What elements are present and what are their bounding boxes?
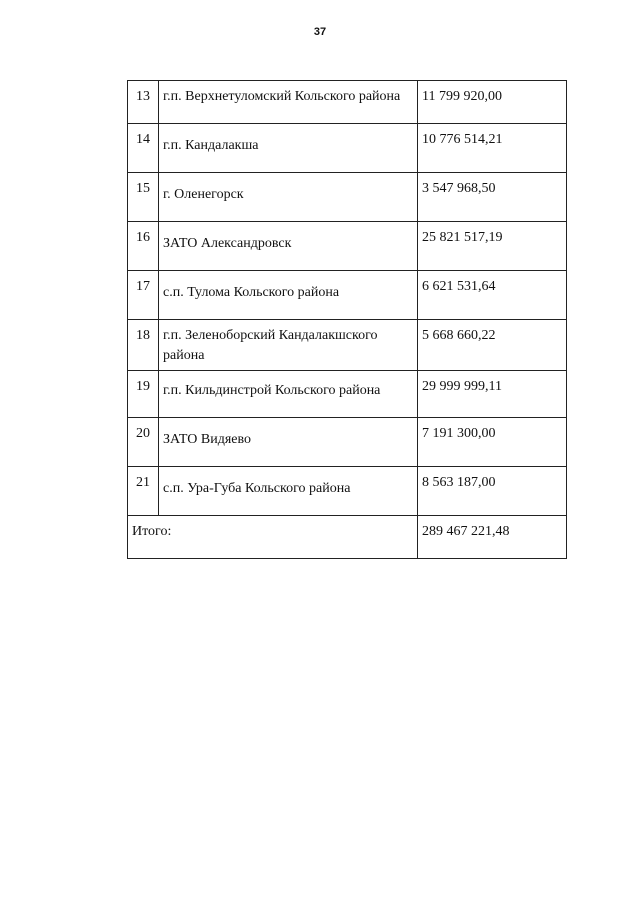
row-number: 14 — [128, 124, 159, 173]
amount-value: 8 563 187,00 — [418, 467, 567, 516]
row-number: 17 — [128, 271, 159, 320]
total-row — [128, 516, 567, 559]
row-number: 15 — [128, 173, 159, 222]
amount-value: 29 999 999,11 — [418, 371, 567, 418]
table-row — [128, 81, 567, 124]
row-number: 20 — [128, 418, 159, 467]
municipality-name: ЗАТО Видяево — [159, 418, 418, 467]
row-number: 16 — [128, 222, 159, 271]
row-number: 21 — [128, 467, 159, 516]
total-label: Итого: — [128, 516, 418, 559]
municipality-name: с.п. Ура-Губа Кольского района — [159, 467, 418, 516]
table-row — [128, 467, 567, 516]
amount-value: 10 776 514,21 — [418, 124, 567, 173]
total-amount: 289 467 221,48 — [418, 516, 567, 559]
row-number: 13 — [128, 81, 159, 124]
municipality-name: г.п. Верхнетуломский Кольского района — [159, 81, 418, 124]
table-row — [128, 124, 567, 173]
row-number: 18 — [128, 320, 159, 371]
municipality-name: г.п. Кильдинстрой Кольского района — [159, 371, 418, 418]
municipality-name: г.п. Кандалакша — [159, 124, 418, 173]
amount-value: 6 621 531,64 — [418, 271, 567, 320]
amount-value: 7 191 300,00 — [418, 418, 567, 467]
table-row — [128, 371, 567, 418]
municipality-name: с.п. Тулома Кольского района — [159, 271, 418, 320]
table-row — [128, 320, 567, 371]
table-row — [128, 271, 567, 320]
municipality-name: г.п. Зеленоборский Кандалакшского района — [159, 320, 418, 371]
page-number: 37 — [313, 26, 327, 38]
table-row — [128, 418, 567, 467]
row-number: 19 — [128, 371, 159, 418]
amount-value: 5 668 660,22 — [418, 320, 567, 371]
amount-value: 11 799 920,00 — [418, 81, 567, 124]
table-row — [128, 173, 567, 222]
distribution-table — [127, 80, 567, 559]
amount-value: 3 547 968,50 — [418, 173, 567, 222]
municipality-name: г. Оленегорск — [159, 173, 418, 222]
municipality-name: ЗАТО Александровск — [159, 222, 418, 271]
table-row — [128, 222, 567, 271]
amount-value: 25 821 517,19 — [418, 222, 567, 271]
